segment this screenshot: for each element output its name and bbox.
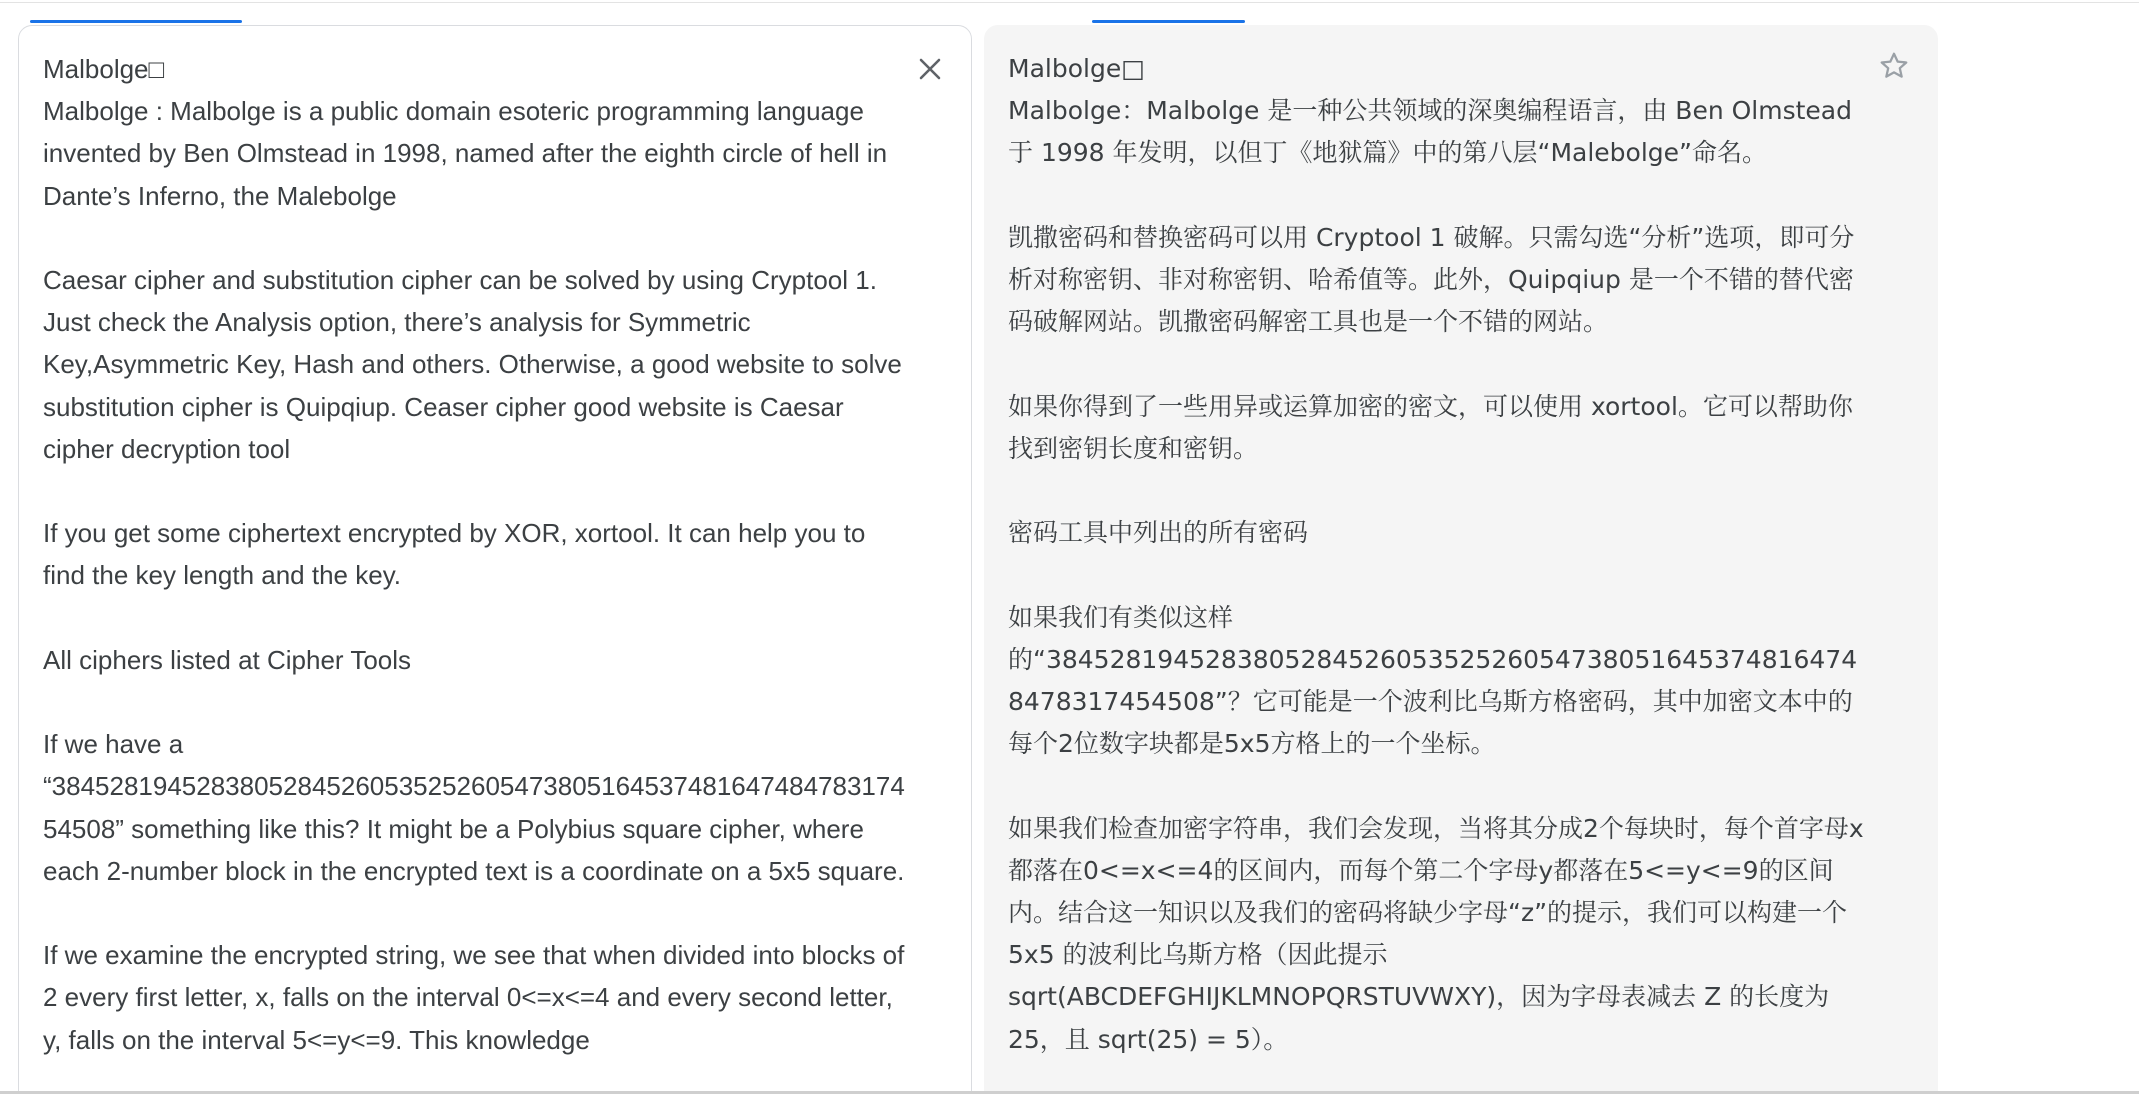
target-language-tab-indicator[interactable] — [1092, 20, 1245, 23]
source-text-panel[interactable] — [18, 25, 972, 1094]
clear-source-button[interactable] — [908, 47, 952, 91]
translation-output-panel — [984, 25, 1938, 1094]
translation-output-text: Malbolge□ Malbolge：Malbolge 是一种公共领域的深奥编程语言，由 Ben Olmstead 于 1998 年发明，以但丁《地狱篇》中的第八层“Malebolge”命名。 凯撒密码和替换密码可以用 Cryptool 1 破解。只需勾选“分析”选项，即可分析对称密钥、非对称密钥、哈希值等。此外，Quipqiup 是一个不错的替代密码破解网站。凯撒密码解密工具也是一个不错的网站。 如果你得到了一些用异或运算加密的密文，可以使用 xortool。它可以帮助你找到密钥长度和密钥。 密码工具中列出的所有密码 如果我们有类似这样的“3845281945283805284526053525260547380516453748164748478317454508”？它可能是一个波利比乌斯方格密码，其中加密文本中的每个2位数字块都是5x5方格上的一个坐标。 如果我们检查加密字符串，我们会发现，当将其分成2个每块时，每个首字母x都落在0<=x<=4的区间内，而每个第二个字母y都落在5<=y<=9的区间内。结合这一知识以及我们的密码将缺少字母“z”的提示，我们可以构建一个 5x5 的波利比乌斯方格（因此提示 sqrt(ABCDEFGHIJKLMNOPQRSTUVWXY)，因为字母表减去 Z 的长度为 25，且 sqrt(25) = 5）。 — [1008, 54, 1864, 1054]
save-translation-button[interactable] — [1872, 44, 1916, 88]
top-divider — [0, 2, 2139, 3]
star-outline-icon — [1878, 50, 1910, 82]
source-text-input[interactable]: Malbolge□ Malbolge : Malbolge is a public domain esoteric programming language invented by Ben Olmstead in 1998, named after the eighth circle of hell in Dante’s Inferno, the Malebolge Caesar cipher and substitution cipher can be solved by using Cryptool 1. Just check the Analysis option, there’s analysis for Symmetric Key,Asymmetric Key, Hash and others. Otherwise, a good website to solve substitution cipher is Quipqiup. Ceaser cipher good website is Caesar cipher decryption tool If you get some ciphertext encrypted by XOR, xortool. It can help you to find the key length and the key. All ciphers listed at Cipher Tools If we have a “3845281945283805284526053525260547380516453748164748478317454508” something like this? It might be a Polybius square cipher, where each 2-number block in the encrypted text is a coordinate on a 5x5 square. If we examine the encrypted string, we see that when divided into blocks of 2 every first letter, x, falls on the interval 0<=x<=4 and every second letter, y, falls on the interval 5<=y<=9. This knowledge — [43, 54, 905, 1055]
close-icon — [917, 56, 943, 82]
source-language-tab-indicator[interactable] — [30, 20, 242, 23]
